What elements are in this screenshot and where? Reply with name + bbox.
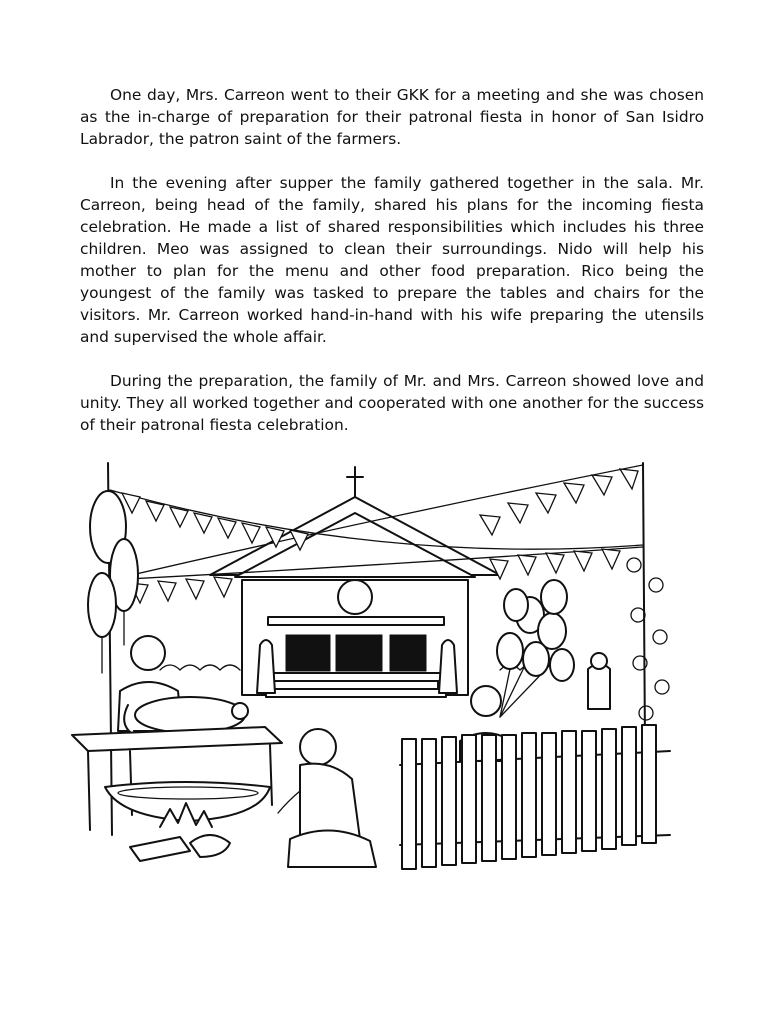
cooking-wok xyxy=(105,782,270,861)
story-paragraph-2: In the evening after supper the family gathered together in the sala. Mr. Carreon, being head of the family, shared his plans for the incoming fiesta celebration. He made a list of shared responsibilities which includes his three children. Meo was assigned to clean their surroundings. Nido will help his mother to plan for the menu and other food preparation. Rico being the youngest of the family was tasked to prepare the tables and chairs for the visitors. Mr. Carreon worked hand-in-hand with his wife preparing the utensils and supervised the whole affair. xyxy=(80,174,704,346)
right-pole xyxy=(643,463,645,745)
bystander xyxy=(588,664,610,709)
table-top xyxy=(72,727,282,751)
story-paragraph-1: One day, Mrs. Carreon went to their GKK for a meeting and she was chosen as the in-charge of preparation for their patronal fiesta in honor of San Isidro Labrador, the patron saint of the farmers. xyxy=(80,86,704,148)
kneeling-woman xyxy=(278,729,376,867)
story-text xyxy=(80,84,704,458)
picket-fence xyxy=(400,725,670,869)
fiesta-illustration xyxy=(60,455,680,885)
church-round-window xyxy=(338,580,372,614)
paper-lanterns xyxy=(88,491,138,673)
story-paragraph-3: During the preparation, the family of Mr. and Mrs. Carreon showed love and unity. They all worked together and cooperated with one another for the success of their patronal fiesta celebration. xyxy=(80,372,704,434)
flower-vines xyxy=(627,558,669,720)
